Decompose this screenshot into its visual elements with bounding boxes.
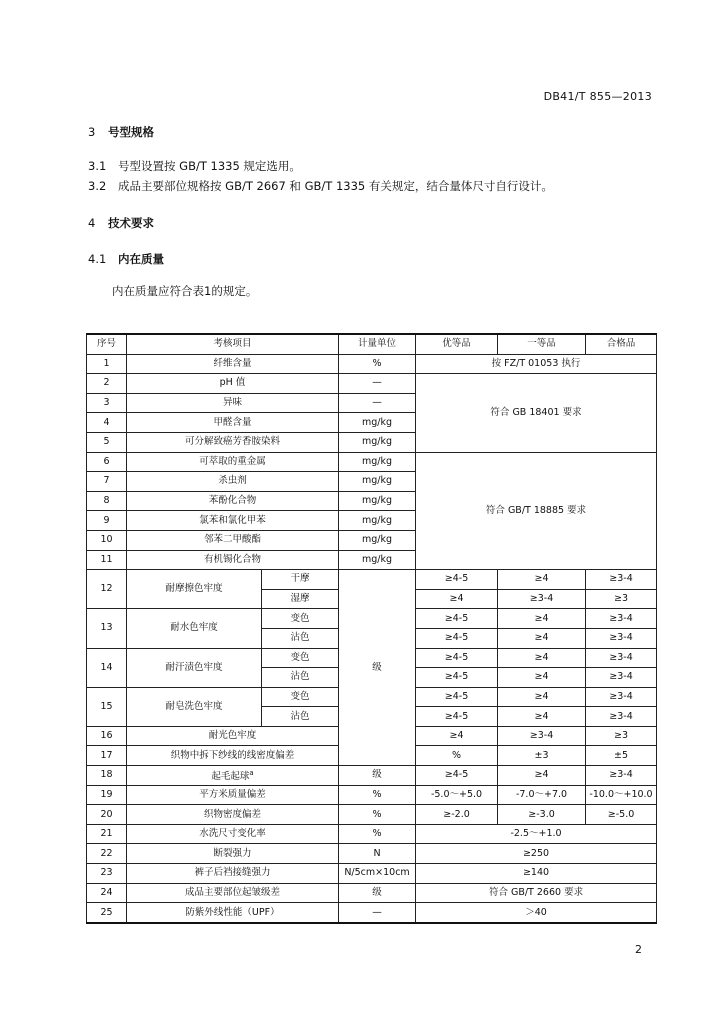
grade-value: ≥3	[586, 726, 657, 746]
table-row	[87, 883, 657, 903]
sub-item: 湿摩	[262, 589, 339, 609]
merged-requirement: 符合 GB/T 18885 要求	[416, 452, 657, 570]
merged-requirement: 符合 GB 18401 要求	[416, 374, 657, 452]
item-name: 耐摩擦色牢度	[127, 570, 262, 609]
merged-requirement: ≥250	[416, 844, 657, 864]
item-name: 邻苯二甲酸酯	[127, 530, 339, 550]
header-cell: 序号	[87, 334, 127, 354]
grade-value: ±3	[498, 746, 586, 766]
item-name: 防紫外线性能（UPF）	[127, 903, 339, 923]
row-number: 18	[87, 766, 127, 786]
row-number: 21	[87, 824, 127, 844]
grade-value: ≥3-4	[586, 707, 657, 727]
table-row	[87, 354, 657, 374]
grade-value: ≥3-4	[586, 570, 657, 590]
table-row	[87, 452, 657, 472]
grade-value: -10.0～+10.0	[586, 785, 657, 805]
unit-cell: —	[339, 393, 416, 413]
grade-value: ≥3-4	[586, 648, 657, 668]
header-cell: 考核项目	[127, 334, 339, 354]
standard-number: DB41/T 855—2013	[543, 90, 652, 103]
grade-value: ≥4-5	[416, 668, 498, 688]
unit-cell: mg/kg	[339, 511, 416, 531]
unit-cell: mg/kg	[339, 432, 416, 452]
grade-value: ≥-3.0	[498, 805, 586, 825]
section-4-heading: 4 技术要求	[88, 216, 154, 230]
page-number: 2	[635, 943, 642, 956]
row-number: 17	[87, 746, 127, 766]
row-number: 9	[87, 511, 127, 531]
grade-value: ≥4	[498, 628, 586, 648]
table-header-row	[87, 334, 657, 354]
unit-cell: mg/kg	[339, 491, 416, 511]
section-3-heading: 3 号型规格	[88, 125, 154, 139]
header-cell: 一等品	[498, 334, 586, 354]
row-number: 14	[87, 648, 127, 687]
grade-value: ≥3-4	[498, 726, 586, 746]
grade-value: ≥3-4	[586, 687, 657, 707]
row-number: 10	[87, 530, 127, 550]
row-number: 22	[87, 844, 127, 864]
row-number: 4	[87, 413, 127, 433]
row-number: 1	[87, 354, 127, 374]
grade-value: ≥4	[498, 707, 586, 727]
grade-value: ≥3-4	[586, 609, 657, 629]
unit-cell: mg/kg	[339, 472, 416, 492]
grade-value: ≥3	[586, 589, 657, 609]
paragraph-4-1: 内在质量应符合表1的规定。	[112, 284, 258, 298]
table-row	[87, 374, 657, 394]
unit-cell: 级	[339, 883, 416, 903]
grade-value: -7.0～+7.0	[498, 785, 586, 805]
footnote-mark: a	[249, 769, 254, 778]
header-cell: 计量单位	[339, 334, 416, 354]
unit-cell: mg/kg	[339, 413, 416, 433]
table-row	[87, 903, 657, 923]
item-name: pH 值	[127, 374, 339, 394]
sub-item: 干摩	[262, 570, 339, 590]
item-name: 有机锡化合物	[127, 550, 339, 570]
grade-value: ≥4-5	[416, 628, 498, 648]
item-name: 成品主要部位起皱级差	[127, 883, 339, 903]
merged-requirement: 符合 GB/T 2660 要求	[416, 883, 657, 903]
sub-item: 沾色	[262, 707, 339, 727]
grade-value: ≥4	[498, 570, 586, 590]
merged-requirement: -2.5～+1.0	[416, 824, 657, 844]
item-label: 起毛起球	[211, 771, 250, 783]
item-name: 可分解致癌芳香胺染料	[127, 432, 339, 452]
row-number: 5	[87, 432, 127, 452]
item-name: 平方米质量偏差	[127, 785, 339, 805]
merged-requirement: ＞40	[416, 903, 657, 923]
item-name: 织物密度偏差	[127, 805, 339, 825]
unit-cell: %	[339, 805, 416, 825]
sub-item: 沾色	[262, 668, 339, 688]
grade-value: ≥4	[416, 589, 498, 609]
grade-value: -5.0～+5.0	[416, 785, 498, 805]
unit-cell: %	[416, 746, 498, 766]
row-number: 23	[87, 864, 127, 884]
grade-value: ≥-5.0	[586, 805, 657, 825]
grade-value: ≥4	[498, 766, 586, 786]
unit-cell: —	[339, 374, 416, 394]
unit-cell: —	[339, 903, 416, 923]
item-name: 耐光色牢度	[127, 726, 339, 746]
table-row	[87, 785, 657, 805]
row-number: 2	[87, 374, 127, 394]
row-number: 7	[87, 472, 127, 492]
unit-cell: %	[339, 785, 416, 805]
item-name: 断裂强力	[127, 844, 339, 864]
table-row	[87, 766, 657, 786]
item-name: 织物中拆下纱线的线密度偏差	[127, 746, 339, 766]
row-number: 3	[87, 393, 127, 413]
grade-value: ≥4-5	[416, 687, 498, 707]
grade-value: ≥4	[498, 648, 586, 668]
table-row	[87, 844, 657, 864]
grade-value: ≥4-5	[416, 707, 498, 727]
row-number: 11	[87, 550, 127, 570]
unit-cell: %	[339, 824, 416, 844]
item-name: 耐水色牢度	[127, 609, 262, 648]
item-name: 水洗尺寸变化率	[127, 824, 339, 844]
unit-cell: %	[339, 354, 416, 374]
unit-cell: mg/kg	[339, 530, 416, 550]
unit-cell: mg/kg	[339, 452, 416, 472]
row-number: 20	[87, 805, 127, 825]
grade-value: ≥3-4	[586, 628, 657, 648]
grade-value: ≥4-5	[416, 766, 498, 786]
grade-value: ±5	[586, 746, 657, 766]
row-number: 13	[87, 609, 127, 648]
row-number: 19	[87, 785, 127, 805]
unit-cell: 级	[339, 570, 416, 766]
grade-value: ≥4	[416, 726, 498, 746]
row-number: 6	[87, 452, 127, 472]
unit-cell: N/5cm×10cm	[339, 864, 416, 884]
table-row	[87, 824, 657, 844]
item-name: 耐皂洗色牢度	[127, 687, 262, 726]
clause-3-1: 3.1 号型设置按 GB/T 1335 规定选用。	[88, 159, 301, 173]
item-name: 裤子后裆接缝强力	[127, 864, 339, 884]
grade-value: ≥3-4	[586, 668, 657, 688]
merged-requirement: ≥140	[416, 864, 657, 884]
grade-value: ≥4	[498, 609, 586, 629]
unit-cell: 级	[339, 766, 416, 786]
item-name: 纤维含量	[127, 354, 339, 374]
sub-item: 变色	[262, 687, 339, 707]
row-number: 24	[87, 883, 127, 903]
table-row	[87, 805, 657, 825]
row-number: 25	[87, 903, 127, 923]
sub-item: 变色	[262, 648, 339, 668]
grade-value: ≥3-4	[586, 766, 657, 786]
grade-value: ≥4-5	[416, 570, 498, 590]
grade-value: ≥4	[498, 687, 586, 707]
section-4-1-heading: 4.1 内在质量	[88, 252, 164, 266]
item-name: 甲醛含量	[127, 413, 339, 433]
table-row	[87, 570, 657, 590]
item-name: 氯苯和氯化甲苯	[127, 511, 339, 531]
row-number: 15	[87, 687, 127, 726]
grade-value: ≥4	[498, 668, 586, 688]
sub-item: 变色	[262, 609, 339, 629]
grade-value: ≥-2.0	[416, 805, 498, 825]
grade-value: ≥4-5	[416, 648, 498, 668]
unit-cell: N	[339, 844, 416, 864]
header-cell: 优等品	[416, 334, 498, 354]
row-number: 16	[87, 726, 127, 746]
item-name	[127, 766, 339, 786]
item-name: 杀虫剂	[127, 472, 339, 492]
quality-requirements-table	[86, 333, 657, 924]
row-number: 8	[87, 491, 127, 511]
item-name: 耐汗渍色牢度	[127, 648, 262, 687]
merged-requirement: 按 FZ/T 01053 执行	[416, 354, 657, 374]
grade-value: ≥4-5	[416, 609, 498, 629]
header-cell: 合格品	[586, 334, 657, 354]
table-row	[87, 864, 657, 884]
item-name: 苯酚化合物	[127, 491, 339, 511]
item-name: 异味	[127, 393, 339, 413]
row-number: 12	[87, 570, 127, 609]
item-name: 可萃取的重金属	[127, 452, 339, 472]
clause-3-2: 3.2 成品主要部位规格按 GB/T 2667 和 GB/T 1335 有关规定，结合量体尺寸自行设计。	[88, 179, 553, 193]
grade-value: ≥3-4	[498, 589, 586, 609]
sub-item: 沾色	[262, 628, 339, 648]
unit-cell: mg/kg	[339, 550, 416, 570]
